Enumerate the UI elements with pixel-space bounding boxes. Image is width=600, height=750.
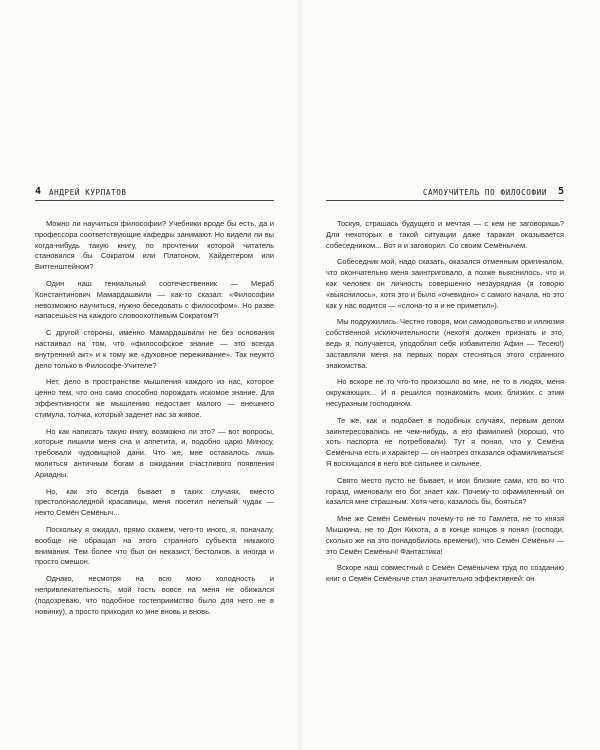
right-running-head-title: САМОУЧИТЕЛЬ ПО ФИЛОСОФИИ — [422, 188, 547, 197]
right-paragraph: Собеседник мой, надо сказать, оказался отменным оригиналом, что окончательно меня заинтриговало, а позже выяснилось, что и как человек он личность совершенно незаурядная (я говорю «выяснилось», хотя это и было «очевидно» с самого начала, но это как у нас водится — «слона-то я и не приметил»). — [326, 257, 564, 310]
right-running-head — [326, 186, 564, 201]
left-paragraph: Один наш гениальный соотечественник — Мераб Константинович Мамардашвили — как-то сказал: «Философии невозможно научиться, нужно беседовать с философом». Но разве напасешься на каждого словоохотливым Сократом?! — [35, 278, 274, 321]
left-page — [35, 186, 274, 623]
left-running-head — [35, 186, 274, 201]
left-paragraph: Можно ли научиться философии? Учебники вроде бы есть, да и профессора соответствующие кафедры занимают. Но видели ли вы когда-нибудь такую книгу, по прочтении которой читатель становился бы Сократом или Платоном, Хайдеггером или Витгенштейном? — [35, 219, 274, 272]
left-page-number: 4 — [35, 186, 42, 197]
right-page-number: 5 — [557, 186, 564, 197]
left-paragraph: С другой стороны, именно Мамардашвили не без основания настаивал на том, что «философское знание — это всегда внутренний акт» и к тому же «духовное переживание». Так неужто дело только в Философе-Учителе? — [35, 328, 274, 370]
right-paragraph: Мне же Семён Семёныч почему-то не то Гамлета, не то князя Мышкина, не то Дон Кихота, а в конце концов я понял (господи, сколько же на это понадобилось времени!), что Семён Семёныч — это Семён Семёныч! Фантастика! — [326, 514, 564, 556]
left-paragraph: Но, как это всегда бывает в таких случаях, вместо престолонаследной красавицы, меня посетил нелепый чудак — некто Семён Семёныч... — [35, 486, 274, 518]
right-paragraph: Свято место пусто не бывает, и мои близкие сами, кто во что горазд, именовали его бог знает как. Почему-то офамиленный он казался мне страшным. Хотя чего, казалось бы, бояться? — [326, 475, 564, 507]
right-paragraph: Тоскуя, страшась будущего и мечтая — с кем не заговоришь? Для некоторых в такой ситуации даже таракан оказывается собеседником... Вот я и заговорил. Со своим Семёнычем. — [326, 219, 564, 250]
right-paragraph: Вскоре наш совместный с Семён Семёнычем труд по созданию книг о Семён Семёныче стал значительно эффективней: он — [326, 563, 564, 584]
left-paragraph: Поскольку я ожидал, прямо скажем, чего-то иного, я, поначалу, вообще не обращал на этого странного субъекта никакого внимания. Тем более что был он неказист, бестолков, а иногда и просто смешон. — [35, 524, 274, 567]
right-paragraph: Те же, как и подобает в подобных случаях, первым делом заинтересовались не чем-нибудь, а его фамилией (хорошо, что хоть паспорта не потребовали). Тут я понял, что у Семёна Семёныча есть и характер — он наотрез отказался офамиливаться! Я восхищался в него всё сильнее и сильнее. — [326, 415, 564, 468]
right-page — [326, 186, 564, 591]
right-paragraph: Но вскоре не то что-то произошло во мне, не то в людях, меня окружающих... И я решился познакомить моих близких с этим несуразным господином. — [326, 377, 564, 408]
left-running-head-title: АНДРЕЙ КУРПАТОВ — [49, 188, 127, 197]
right-paragraph: Мы подружились. Честно говоря, мои самодовольство и иллюзия собственной исключительности (нехотя должен признать и это, ведь я, получается, уподоблял себя избавителю Афин — Тесею!) заставляли меня на первых порах стесняться этого странного знакомства. — [326, 317, 564, 370]
left-paragraph: Но как написать такую книгу, возможно ли это? — вот вопросы, которые лишили меня сна и аппетита, и, подобно царю Миносу, требовали чудовищной дани. Что же, мне оставалось лишь молиться античным богам в ожидании счастливого появления Ариадны. — [35, 426, 274, 479]
left-paragraph: Однако, несмотря на всю мою холодность и непривлекательность, мой гость вовсе на меня не обижался (подозреваю, что подобное гостеприимство было для него не в новинку), а просто приходил ко мне вновь и вновь. — [35, 574, 274, 616]
left-paragraph: Нет, дело в пространстве мышления каждого из нас, которое ценно тем, что оно само способно порождать искомое знание. Для эффективности же мышлению недостает малого — внешнего стимула, толчка, который заденет нас за живое. — [35, 377, 274, 419]
